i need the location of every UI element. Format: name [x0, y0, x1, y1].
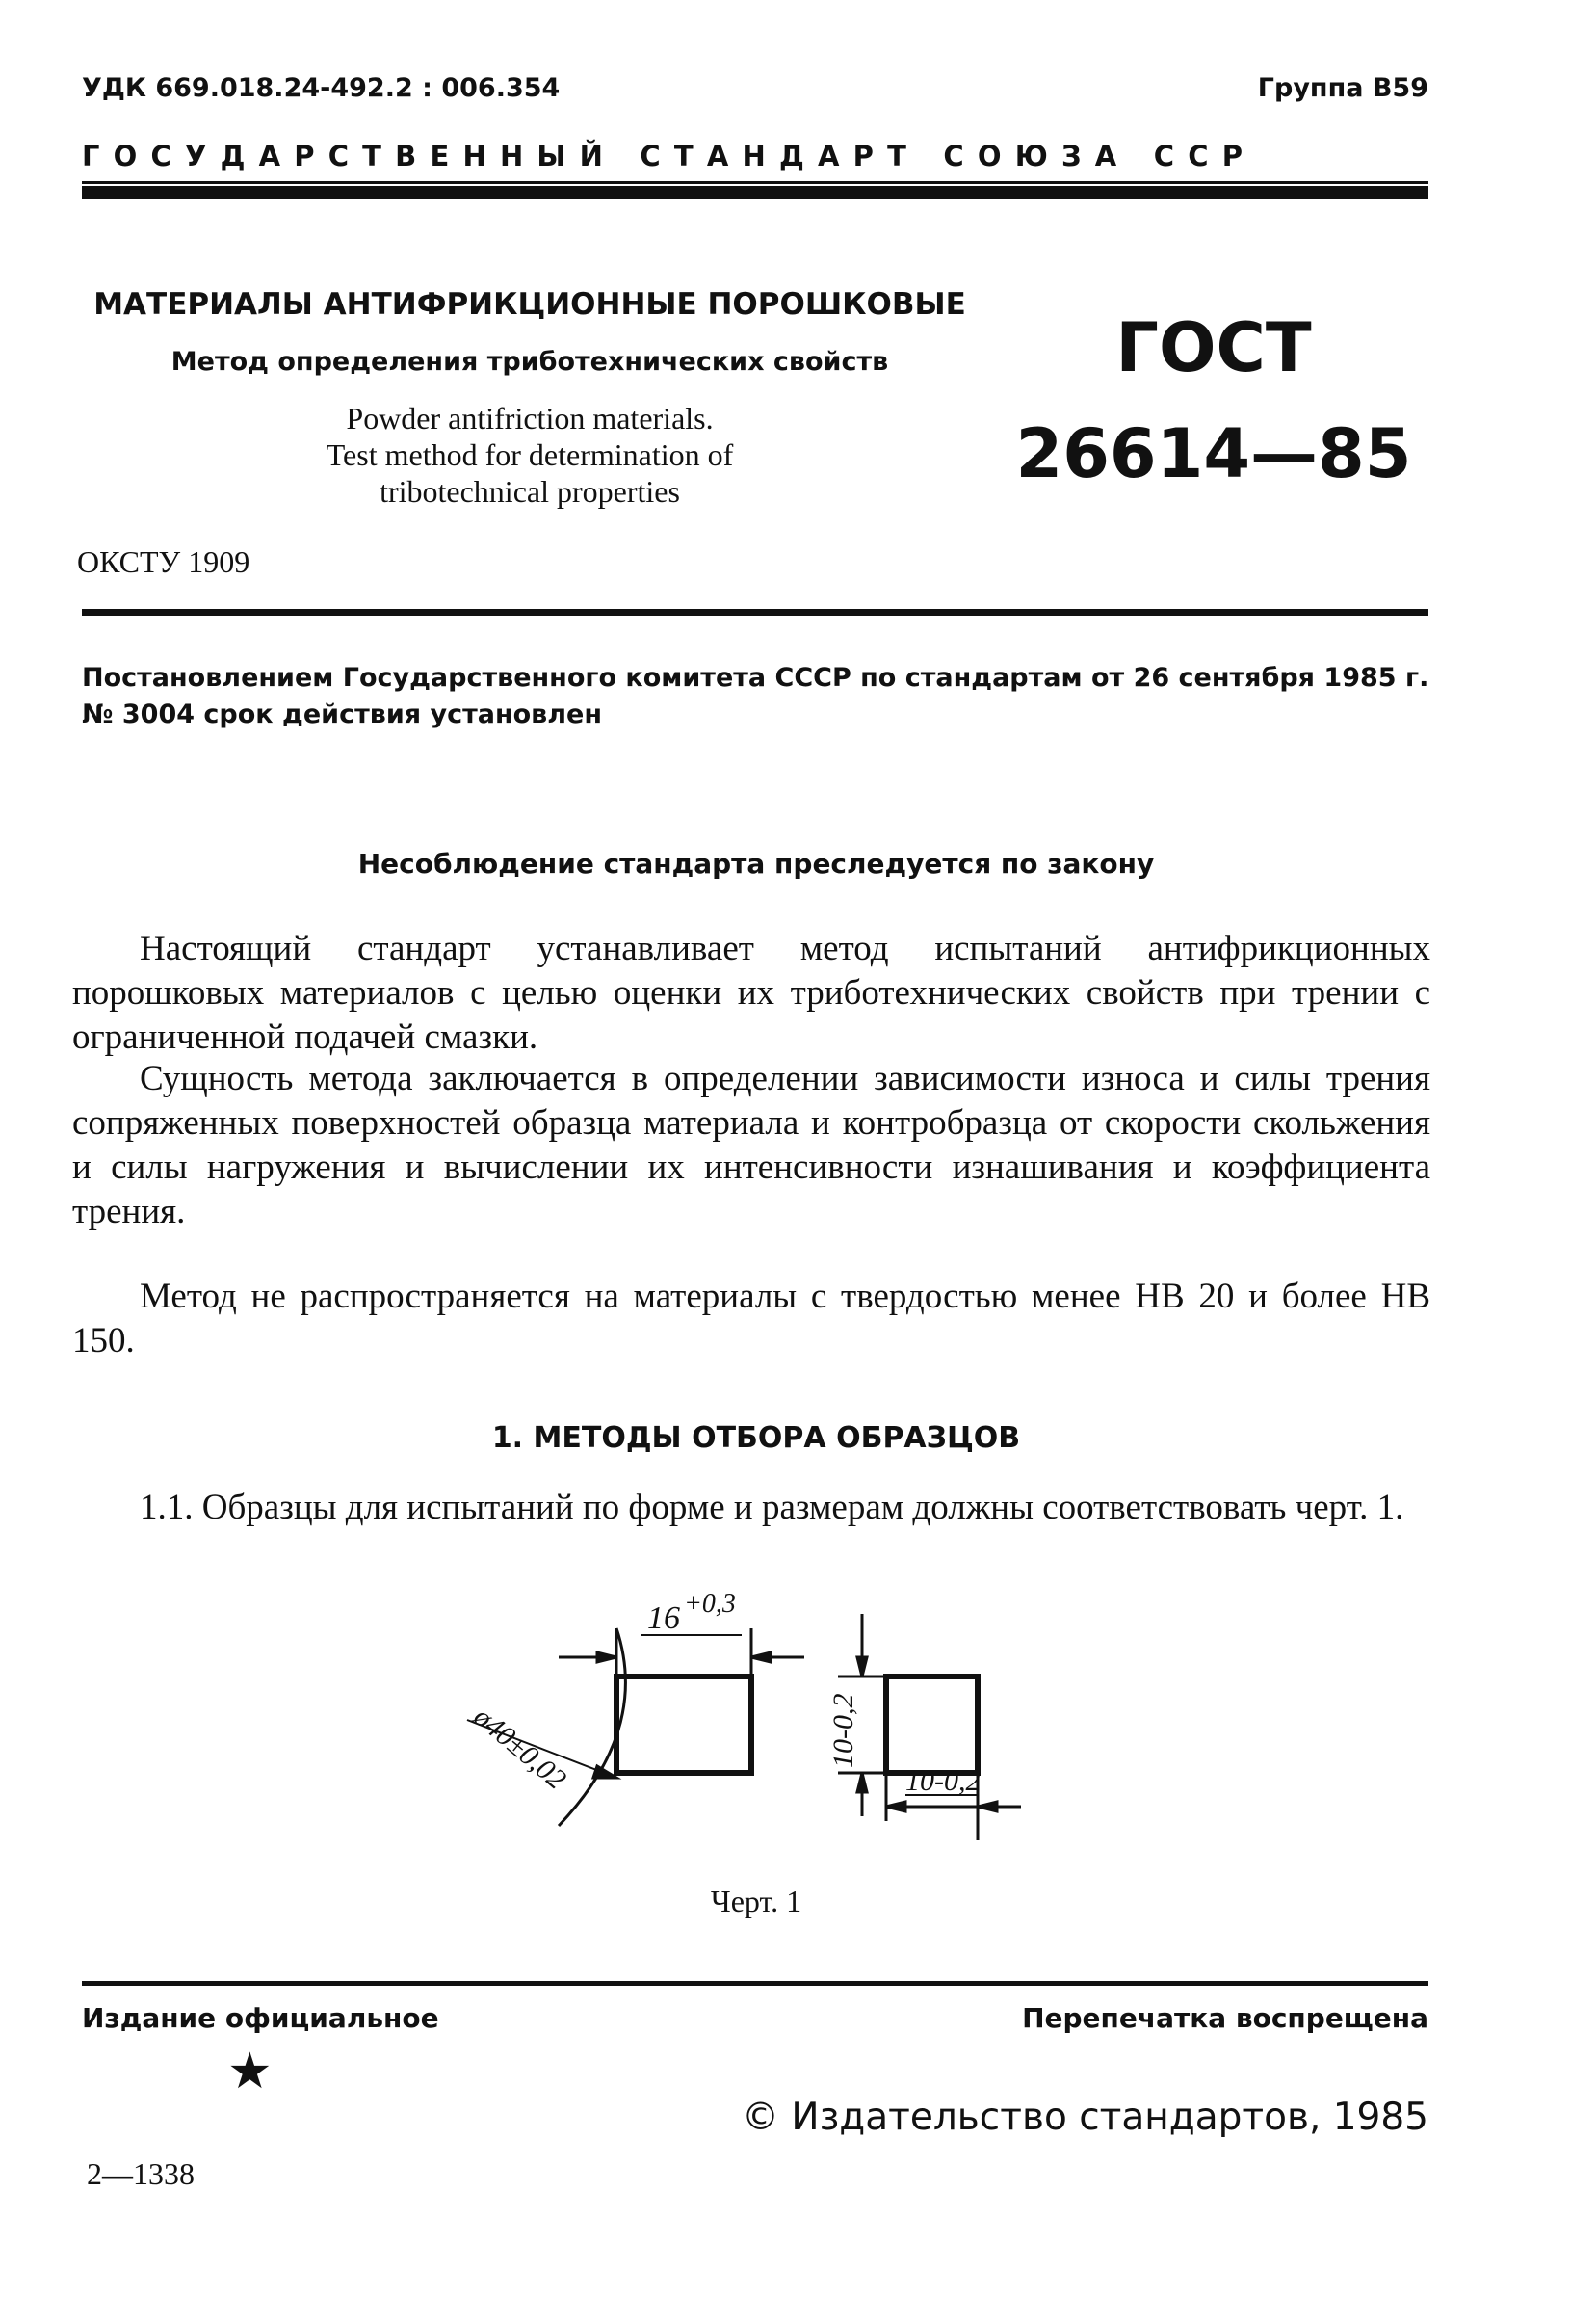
footer-rule: [82, 1981, 1428, 1986]
decree-text: Постановлением Государственного комитета СССР по стандартам от 26 сентября 1985 г. № 3004 срок действия установлен: [82, 663, 1429, 729]
okstu-code: ОКСТУ 1909: [77, 544, 250, 579]
legal-warning: Несоблюдение стандарта преследуется по закону: [357, 848, 1155, 880]
udc-code: УДК 669.018.24-492.2 : 006.354: [82, 73, 561, 103]
dim-diameter-label: ø40±0,02: [467, 1701, 573, 1796]
header-rule-thick: [82, 186, 1428, 199]
reprint-prohibited-label: Перепечатка воспрещена: [1022, 2002, 1428, 2034]
width-arrow-right: [751, 1652, 771, 1662]
section-1-heading: 1. МЕТОДЫ ОТБОРА ОБРАЗЦОВ: [491, 1421, 1021, 1455]
dim-side-label: 10-0,2: [905, 1765, 981, 1797]
method-essence-paragraph: Сущность метода заключается в определении зависимости износа и силы трения сопряженных поверхностей образца материала и контробразца от скорости скольжения и силы нагружения и вычислении их интенсивности изнашивания и коэффициента трения.: [72, 1059, 1430, 1231]
height-arrow-top: [857, 1657, 867, 1677]
english-title-line: tribotechnical properties: [380, 474, 680, 509]
dim-width-label: 16: [647, 1600, 680, 1636]
specimen-right: [886, 1677, 978, 1773]
title-rule: [82, 609, 1428, 616]
english-title-line: Powder antifriction materials.: [346, 401, 714, 436]
group-code: Группа В59: [1257, 73, 1428, 103]
figure-caption: Черт. 1: [710, 1884, 802, 1918]
side-arrow-right: [978, 1802, 997, 1811]
print-code: 2—1338: [87, 2156, 195, 2191]
scope-limit-paragraph: Метод не распространяется на материалы с твердостью менее НВ 20 и более НВ 150.: [72, 1277, 1430, 1360]
gost-number: 26614—85: [1015, 414, 1412, 493]
document-title: МАТЕРИАЛЫ АНТИФРИКЦИОННЫЕ ПОРОШКОВЫЕ: [93, 287, 966, 322]
gost-label: ГОСТ: [1115, 308, 1312, 387]
copyright-notice: © Издательство стандартов, 1985: [742, 2096, 1428, 2139]
specimen-left: [616, 1677, 751, 1773]
document-subtitle: Метод определения триботехнических свойств: [170, 347, 889, 377]
english-title: [82, 400, 978, 510]
dim-height-label: 10-0,2: [827, 1693, 859, 1768]
width-arrow-left: [597, 1652, 616, 1662]
english-title-line: Test method for determination of: [326, 437, 734, 472]
side-arrow-left: [886, 1802, 905, 1811]
height-arrow-bottom: [857, 1773, 867, 1792]
diameter-arrow: [593, 1766, 616, 1778]
header-rule-thin: [82, 181, 1428, 184]
state-standard-heading: ГОСУДАРСТВЕННЫЙ СТАНДАРТ СОЮЗА ССР: [82, 140, 1257, 172]
clause-1-1: 1.1. Образцы для испытаний по форме и размерам должны соответствовать черт. 1.: [140, 1488, 1404, 1527]
intro-paragraph: Настоящий стандарт устанавливает метод испытаний антифрикционных порошковых материалов с целью оценки их триботехнических свойств при трении с ограниченной подачей смазки.: [72, 929, 1430, 1057]
official-edition-label: Издание официальное: [82, 2002, 439, 2034]
star-icon: ★: [227, 2043, 273, 2100]
specimen-drawing: [424, 1585, 1098, 1874]
dim-width-tolerance: +0,3: [684, 1589, 736, 1619]
